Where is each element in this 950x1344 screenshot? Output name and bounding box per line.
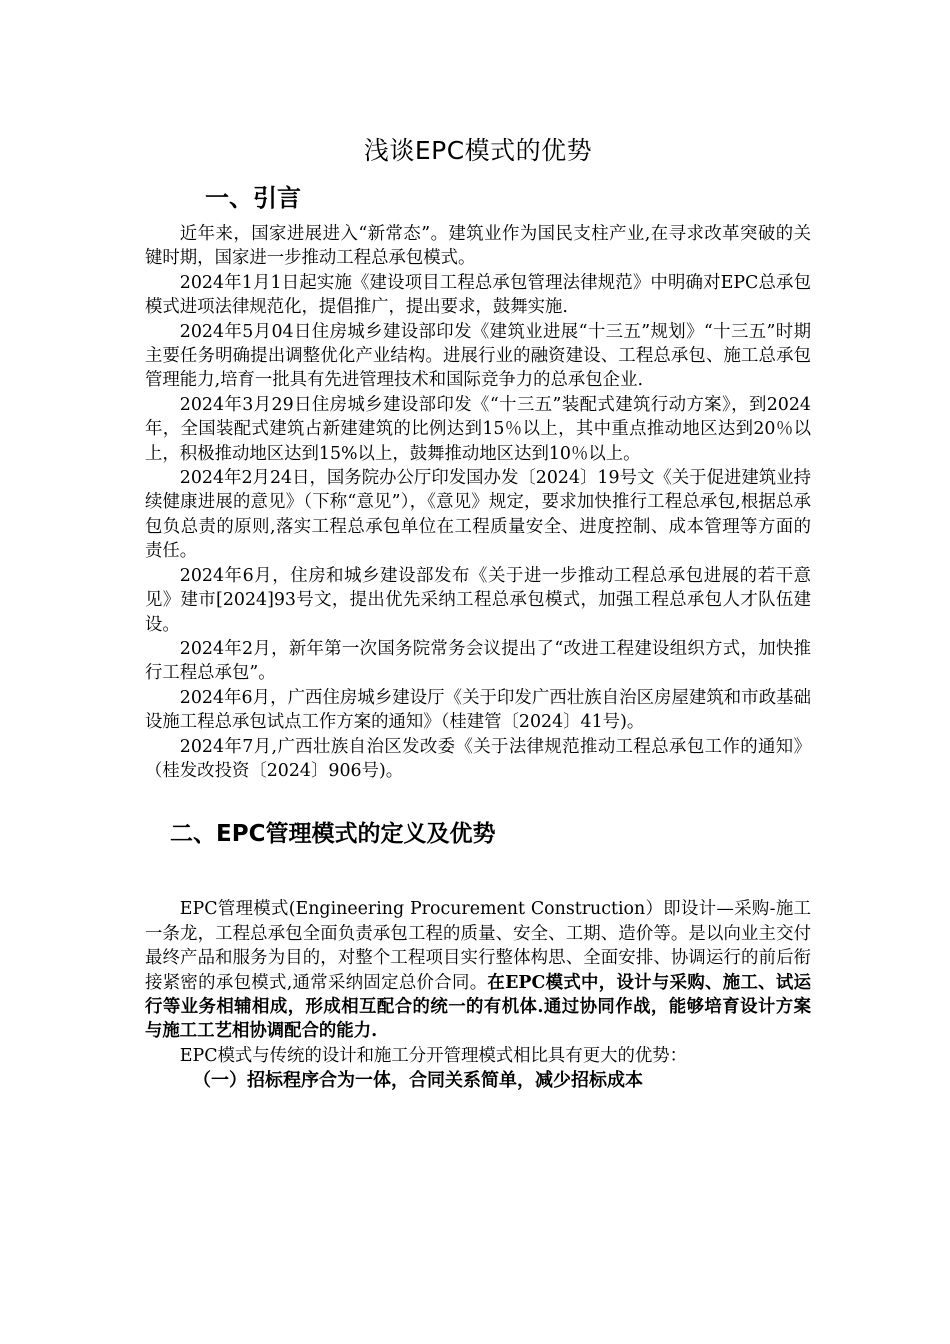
section-heading-intro: 一、引言 (205, 184, 301, 212)
document-title: 浅谈EPC模式的优势 (363, 136, 593, 165)
paragraph-bold-text: 在EPC模式中，设计与采购、施工、试运行等业务相辅相成，形成相互配合的统一的有机体.通过协同作战，能够培育设计方案与施工工艺相协调配合的能力. (145, 972, 811, 1042)
section-heading-epc: 二、EPC管理模式的定义及优势 (170, 821, 496, 848)
paragraph: 2024年7月,广西壮族自治区发改委《关于法律规范推动工程总承包工作的通知》（桂发改投资〔2024〕906号)。 (145, 736, 811, 781)
paragraph: 2024年6月，住房和城乡建设部发布《关于进一步推动工程总承包进展的若干意见》建市[2024]93号文，提出优先采纳工程总承包模式，加强工程总承包人才队伍建设。 (145, 565, 811, 635)
paragraph: 2024年3月29日住房城乡建设部印发《“十三五”装配式建筑行动方案》，到2024年，全国装配式建筑占新建建筑的比例达到15％以上，其中重点推动地区达到20％以上，积极推动地区达到15%以上，鼓舞推动地区达到10％以上。 (145, 394, 811, 464)
paragraph: 2024年6月，广西住房城乡建设厅《关于印发广西壮族自治区房屋建筑和市政基础设施工程总承包试点工作方案的通知》（桂建管〔2024〕41号)。 (145, 687, 811, 733)
paragraph: 2024年5月04日住房城乡建设部印发《建筑业进展“十三五”规划》“十三五”时期主要任务明确提出调整优化产业结构。进展行业的融资建设、工程总承包、施工总承包管理能力,培育一批具有先进管理技术和国际竞争力的总承包企业. (145, 321, 811, 391)
paragraph-epc-definition (145, 897, 811, 1043)
paragraph-text: EPC管理模式(Engineering Procurement Construction）即设计—采购-施工一条龙，工程总承包全面负责承包工程的质量、安全、工期、造价等。是以向业主交付最终产品和服务为目的，对整个工程项目实行整体构思、全面安排、协调运行的前后衔接紧密的承包模式,通常采纳固定总价合同。 (145, 899, 811, 993)
paragraph: 近年来，国家进展进入“新常态”。建筑业作为国民支柱产业,在寻求改革突破的关键时期，国家进一步推动工程总承包模式。 (145, 224, 811, 269)
document-content (145, 132, 811, 1094)
paragraph: 2024年1月1日起实施《建设项目工程总承包管理法律规范》中明确对EPC总承包模式进项法律规范化，提倡推广，提出要求，鼓舞实施. (145, 272, 811, 318)
paragraph: EPC模式与传统的设计和施工分开管理模式相比具有更大的优势： (179, 1045, 688, 1066)
paragraph: 2024年2月24日，国务院办公厅印发国办发〔2024〕19号文《关于促进建筑业持续健康进展的意见》（下称“意见”），《意见》规定，要求加快推行工程总承包,根据总承包负总责的原则,落实工程总承包单位在工程质量安全、进度控制、成本管理等方面的责任。 (145, 468, 811, 562)
subsection-heading: （一）招标程序合为一体，合同关系简单，减少招标成本 (193, 1070, 643, 1092)
paragraph: 2024年2月，新年第一次国务院常务会议提出了“改进工程建设组织方式，加快推行工程总承包”。 (145, 638, 811, 684)
